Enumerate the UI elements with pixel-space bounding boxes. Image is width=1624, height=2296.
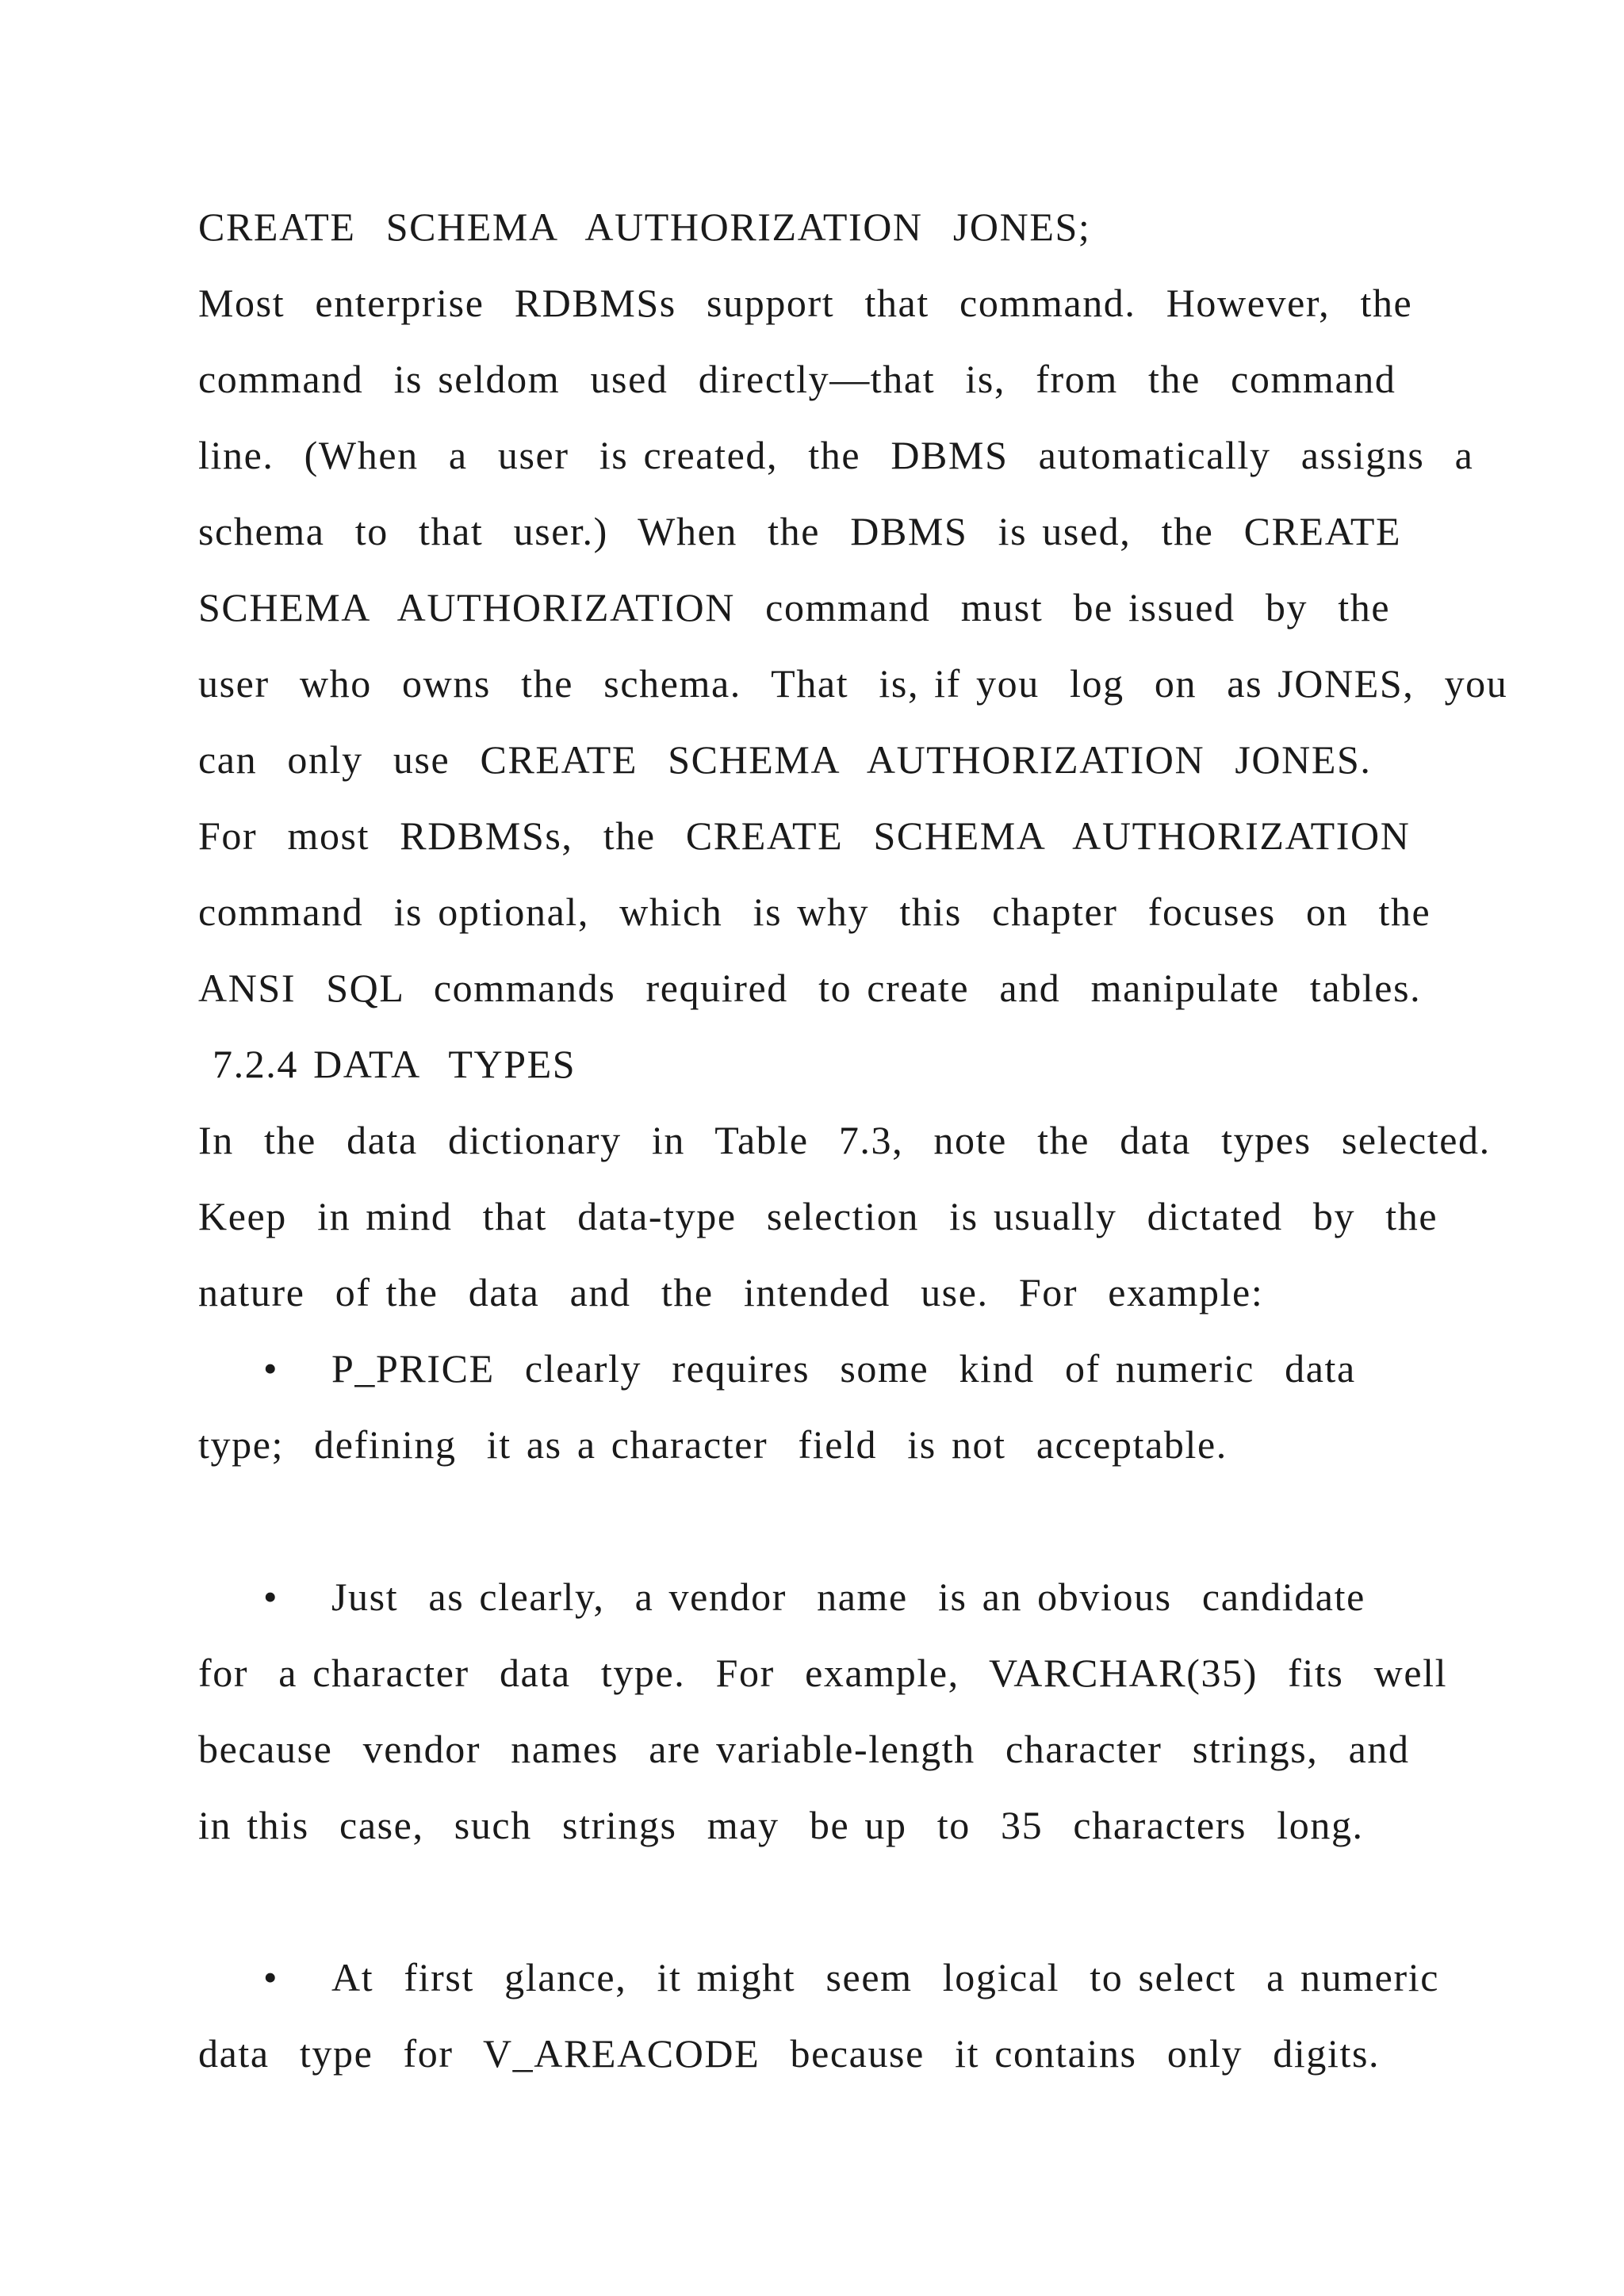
sql-statement-line: CREATE SCHEMA AUTHORIZATION JONES; xyxy=(198,205,1091,249)
paragraph-line: For most RDBMSs, the CREATE SCHEMA AUTHORIZATION xyxy=(198,813,1411,858)
paragraph-line: can only use CREATE SCHEMA AUTHORIZATION JONES. xyxy=(198,737,1372,782)
paragraph-line: Keep in mind that data-type selection is usually dictated by the xyxy=(198,1194,1438,1238)
paragraph-line: command is seldom used directly—that is, from the command xyxy=(198,357,1396,401)
bullet-continuation-line: because vendor names are variable-length character strings, and xyxy=(198,1727,1410,1771)
paragraph-line: Most enterprise RDBMSs support that command. However, the xyxy=(198,281,1413,325)
bullet-continuation-line: type; defining it as a character field is not acceptable. xyxy=(198,1422,1228,1467)
bullet-text: At first glance, it might seem logical to select a numeric xyxy=(331,1955,1439,1999)
paragraph-line: command is optional, which is why this chapter focuses on the xyxy=(198,890,1431,934)
paragraph-line: nature of the data and the intended use. For example: xyxy=(198,1270,1264,1314)
bullet-marker: • xyxy=(263,1346,279,1391)
section-heading: 7.2.4 DATA TYPES xyxy=(213,1042,576,1086)
bullet-continuation-line: data type for V_AREACODE because it contains only digits. xyxy=(198,2031,1381,2076)
paragraph-gap xyxy=(198,1863,1443,1939)
bullet-marker: • xyxy=(263,1575,279,1619)
paragraph-line: In the data dictionary in Table 7.3, note the data types selected. xyxy=(198,1118,1491,1162)
body-text xyxy=(198,189,1508,2091)
paragraph-line: SCHEMA AUTHORIZATION command must be issued by the xyxy=(198,585,1391,629)
bullet-item-first-line xyxy=(198,1939,1443,2015)
bullet-text: Just as clearly, a vendor name is an obvious candidate xyxy=(331,1575,1365,1619)
bullet-item-first-line xyxy=(198,1559,1443,1635)
paragraph-gap xyxy=(198,1483,1443,1559)
paragraph-line: user who owns the schema. That is, if you log on as JONES, you xyxy=(198,661,1508,706)
paragraph-line: line. (When a user is created, the DBMS automatically assigns a xyxy=(198,433,1474,477)
bullet-item-first-line xyxy=(198,1330,1443,1406)
paragraph-line: schema to that user.) When the DBMS is used, the CREATE xyxy=(198,509,1402,553)
bullet-text: P_PRICE clearly requires some kind of numeric data xyxy=(331,1346,1356,1391)
bullet-marker: • xyxy=(263,1955,279,1999)
paragraph-line: ANSI SQL commands required to create and manipulate tables. xyxy=(198,966,1422,1010)
bullet-continuation-line: for a character data type. For example, VARCHAR(35) fits well xyxy=(198,1651,1448,1695)
bullet-continuation-line: in this case, such strings may be up to 35 characters long. xyxy=(198,1803,1364,1847)
